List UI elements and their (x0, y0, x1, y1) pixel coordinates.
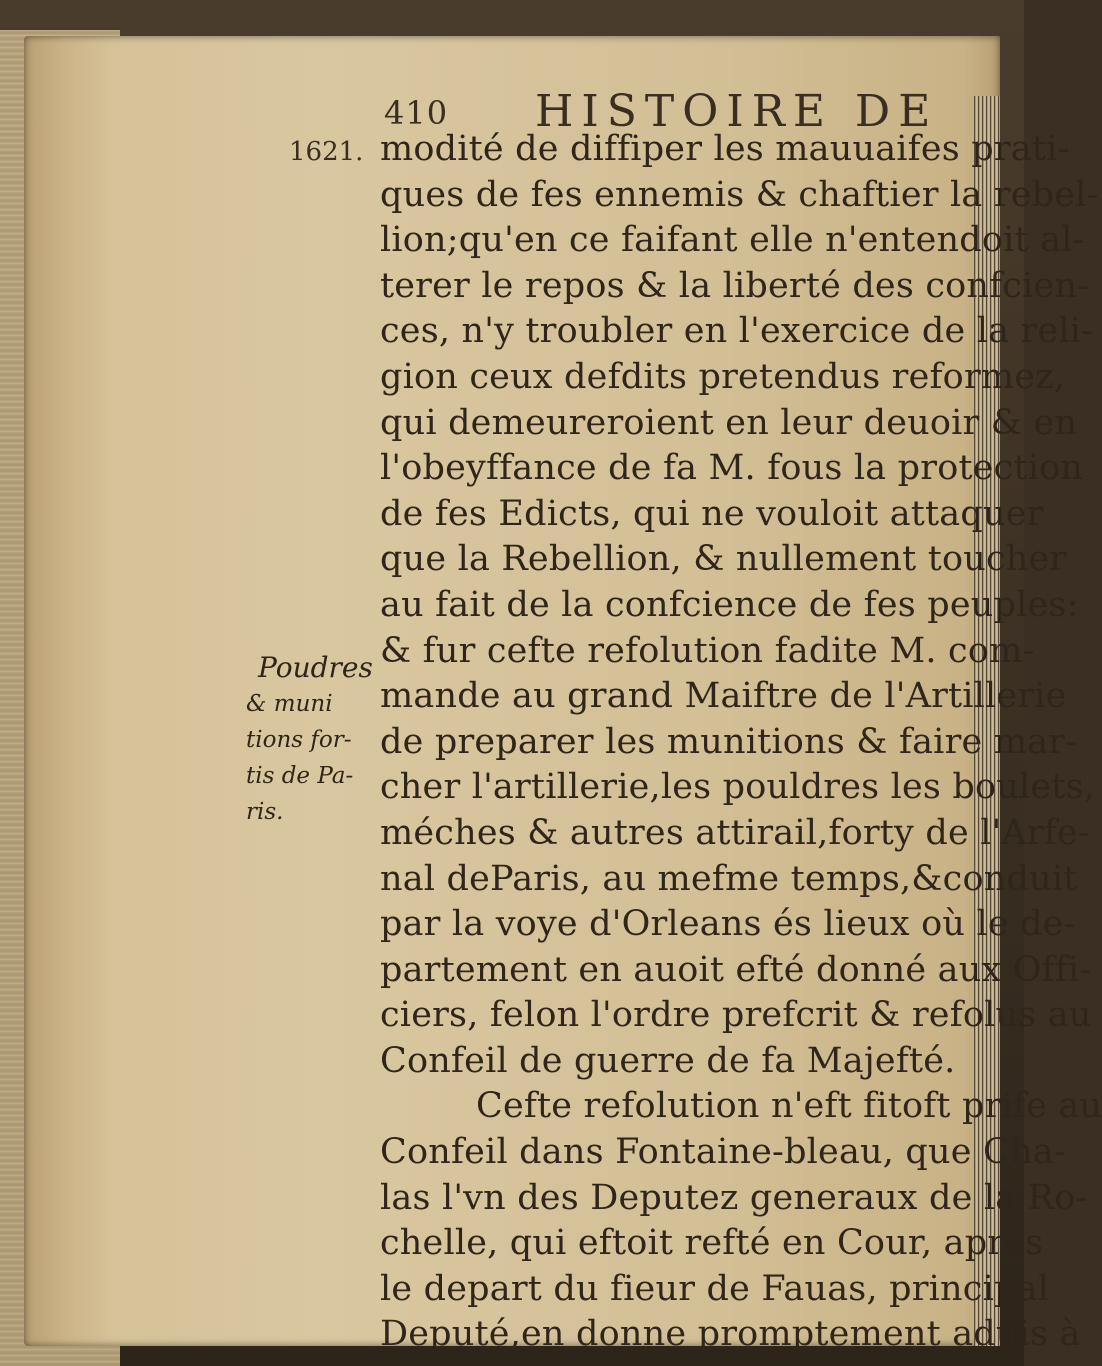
running-head: HISTOIRE DE (535, 86, 939, 137)
body-text (380, 127, 1102, 1358)
text-line: chelle, qui eftoit refté en Cour, apres (380, 1223, 1044, 1264)
marginal-line: tions for- (246, 727, 352, 753)
text-line: par la voye d'Orleans és lieux où le de- (380, 904, 1076, 945)
marginal-line: Poudres (258, 651, 373, 684)
text-line: ces, n'y troubler en l'exercice de la reli- (380, 311, 1094, 352)
text-line: modité de diffiper les mauuaifes prati- (380, 129, 1070, 169)
text-line: Confeil dans Fontaine-bleau, que Cha- (380, 1132, 1066, 1173)
text-line: au fait de la confcience de fes peuples: (380, 584, 1079, 625)
text-line: mande au grand Maiftre de l'Artillerie (380, 676, 1067, 717)
marginal-line: tis de Pa- (246, 763, 354, 789)
text-line-indented: Cefte refolution n'eft fitoft prife au (476, 1086, 1102, 1127)
text-line: ques de fes ennemis & chaftier la rebel- (380, 174, 1099, 215)
text-line: terer le repos & la liberté des confcien- (380, 265, 1090, 306)
text-line: de fes Edicts, qui ne vouloit attaquer (380, 493, 1044, 534)
margin-year: 1621. (289, 137, 364, 167)
text-line: nal deParis, au mefme temps,&conduit (380, 858, 1078, 899)
marginal-line: ris. (246, 799, 284, 825)
text-line: Deputé,en donne promptement aduis à (380, 1314, 1081, 1355)
text-line: & fur cefte refolution fadite M. com- (380, 630, 1035, 671)
text-line: que la Rebellion, & nullement toucher (380, 539, 1067, 580)
text-line: de preparer les munitions & faire mar- (380, 721, 1078, 762)
marginal-line: & muni (246, 691, 333, 717)
text-line: gion ceux defdits pretendus reformez, (380, 356, 1066, 397)
text-line: cher l'artillerie,les pouldres les boulets, (380, 767, 1096, 808)
marginal-note (246, 650, 376, 830)
text-line: Confeil de guerre de fa Majefté. (380, 1040, 956, 1081)
text-line: las l'vn des Deputez generaux de la Ro- (380, 1177, 1088, 1218)
text-line: méches & autres attirail,forty de l'Arfe- (380, 812, 1090, 853)
text-line: le depart du fieur de Fauas, principal (380, 1268, 1050, 1309)
text-line: lion;qu'en ce faifant elle n'entendoit al- (380, 220, 1085, 261)
text-line: qui demeureroient en leur deuoir & en (380, 402, 1078, 443)
text-line: ciers, felon l'ordre prefcrit & refolus au (380, 995, 1092, 1036)
page-number: 410 (384, 94, 449, 132)
text-line: l'obeyffance de fa M. fous la protection (380, 448, 1084, 489)
text-line: partement en auoit efté donné aux Offi- (380, 949, 1092, 990)
